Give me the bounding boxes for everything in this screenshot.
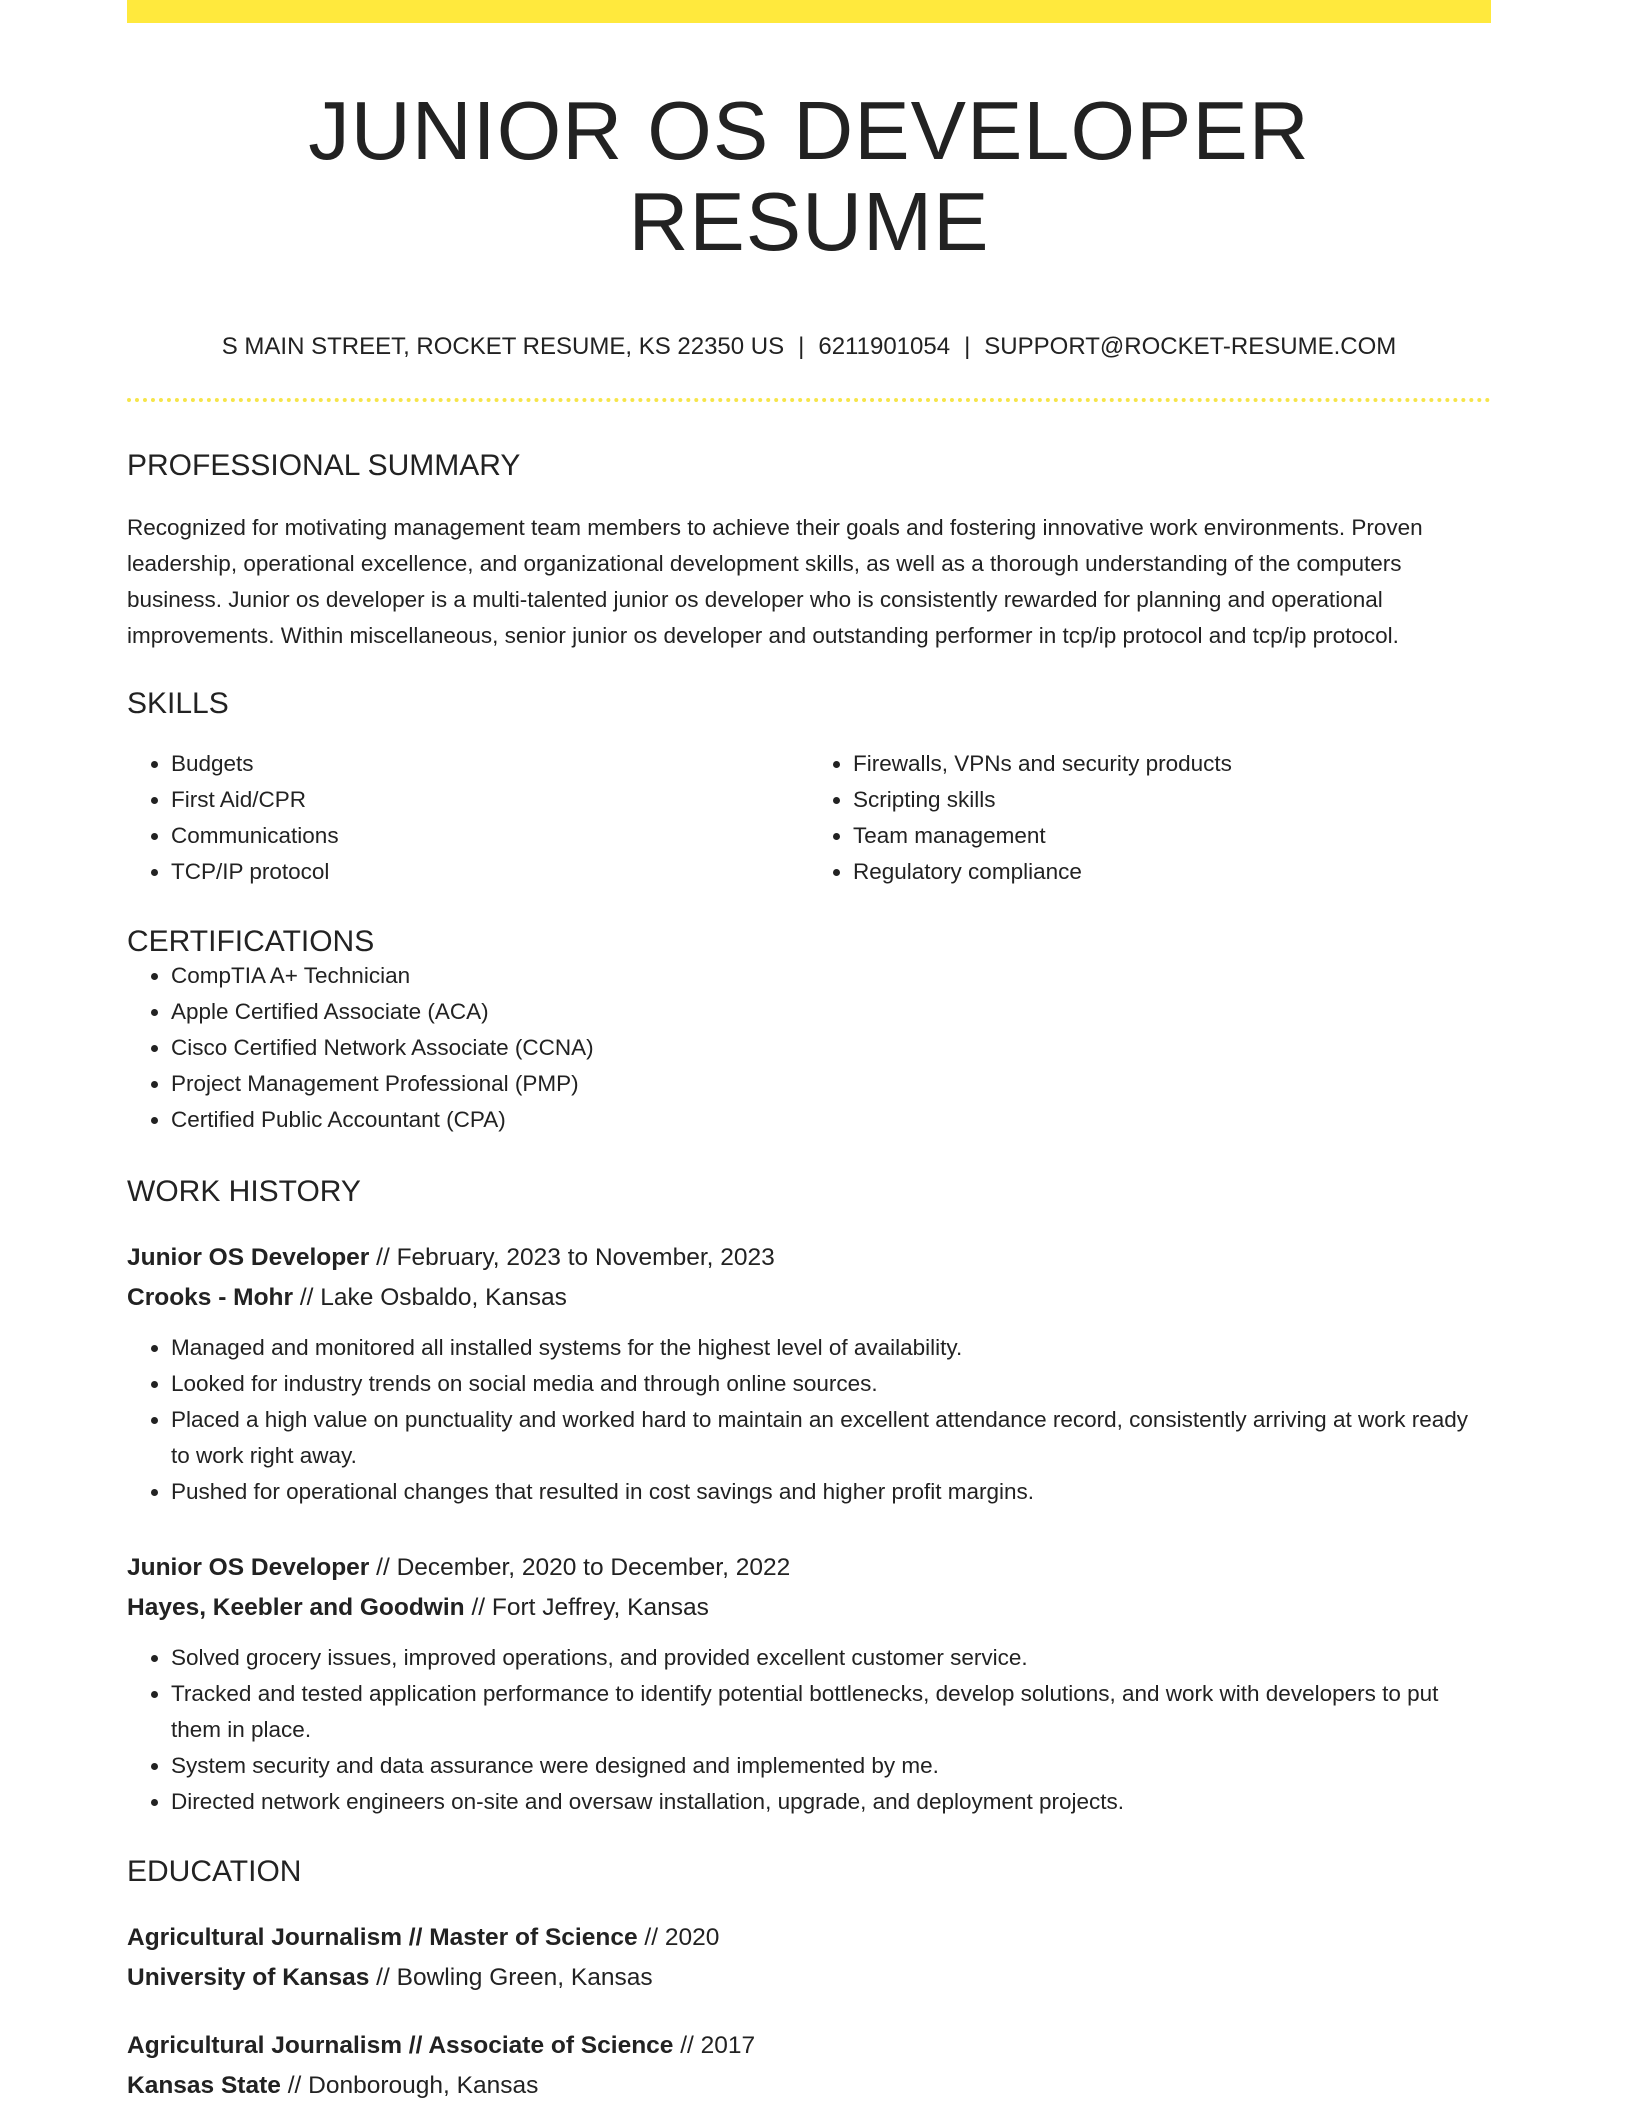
education-section bbox=[127, 1855, 1491, 2106]
job-location: Lake Osbaldo, Kansas bbox=[320, 1283, 567, 1311]
education-school: Kansas State bbox=[127, 2071, 281, 2099]
certifications-list bbox=[127, 958, 1491, 1138]
skill-item: • First Aid/CPR bbox=[171, 782, 809, 818]
job-bullets bbox=[127, 1640, 1491, 1820]
job-separator: // bbox=[464, 1593, 492, 1621]
certification-item: • CompTIA A+ Technician bbox=[171, 958, 1491, 994]
section-title-certifications: CERTIFICATIONS bbox=[127, 924, 375, 958]
section-title-summary: PROFESSIONAL SUMMARY bbox=[127, 448, 521, 482]
contact-line bbox=[127, 334, 1491, 360]
job-dates: February, 2023 to November, 2023 bbox=[396, 1243, 775, 1271]
education-degree: Agricultural Journalism // Associate of Science bbox=[127, 2031, 674, 2059]
summary-text: Recognized for motivating management team members to achieve their goals and fostering innovative work environments. Proven leadership, operational excellence, and organizational development skills, as well as a thorough understanding of the computers business. Junior os developer is a multi-talented junior os developer who is consistently rewarded for planning and operational improvements. Within miscellaneous, senior junior os developer and outstanding performer in tcp/ip protocol and tcp/ip protocol. bbox=[127, 514, 1423, 648]
skill-item: • TCP/IP protocol bbox=[171, 854, 809, 890]
job-bullet: • Solved grocery issues, improved operations, and provided excellent customer service. bbox=[171, 1640, 1491, 1676]
skill-item: • Team management bbox=[853, 818, 1491, 854]
summary-section bbox=[127, 449, 1491, 654]
skills-grid bbox=[127, 746, 1491, 890]
skill-item: • Scripting skills bbox=[853, 782, 1491, 818]
education-degree-line bbox=[127, 2026, 1491, 2066]
job-separator: // bbox=[293, 1283, 321, 1311]
contact-address: S MAIN STREET, ROCKET RESUME, KS 22350 US bbox=[221, 332, 785, 360]
job-bullet: • Managed and monitored all installed systems for the highest level of availability. bbox=[171, 1330, 1491, 1366]
job-bullet: • Placed a high value on punctuality and worked hard to maintain an excellent attendance record, consistently arriving at work ready to work right away. bbox=[171, 1402, 1491, 1474]
job-company: Hayes, Keebler and Goodwin bbox=[127, 1593, 465, 1621]
education-separator: // bbox=[280, 2071, 309, 2099]
education-school-line bbox=[127, 1958, 1491, 1998]
skill-item: • Budgets bbox=[171, 746, 809, 782]
header-divider bbox=[127, 398, 1491, 402]
job-bullet: • Looked for industry trends on social media and through online sources. bbox=[171, 1366, 1491, 1402]
job-title-line bbox=[127, 1238, 1491, 1278]
job-separator: // bbox=[369, 1243, 397, 1271]
job-title-line bbox=[127, 1548, 1491, 1588]
skills-list-right bbox=[809, 746, 1491, 890]
job-dates: December, 2020 to December, 2022 bbox=[396, 1553, 791, 1581]
job-separator: // bbox=[369, 1553, 397, 1581]
education-separator: // bbox=[369, 1963, 397, 1991]
job-bullet: • Pushed for operational changes that resulted in cost savings and higher profit margins. bbox=[171, 1474, 1491, 1510]
job-bullet: • System security and data assurance were designed and implemented by me. bbox=[171, 1748, 1491, 1784]
skills-list-left bbox=[127, 746, 809, 890]
job-bullet: • Tracked and tested application performance to identify potential bottlenecks, develop solutions, and work with developers to put them in place. bbox=[171, 1676, 1491, 1748]
job-company-line bbox=[127, 1278, 1491, 1318]
job-role: Junior OS Developer bbox=[127, 1243, 370, 1271]
education-year: 2020 bbox=[664, 1923, 720, 1951]
job-location: Fort Jeffrey, Kansas bbox=[491, 1593, 709, 1621]
top-accent-bar bbox=[127, 0, 1491, 23]
education-separator: // bbox=[673, 2031, 701, 2059]
education-entry bbox=[127, 2026, 1491, 2106]
job-bullets bbox=[127, 1330, 1491, 1510]
job-company-line bbox=[127, 1588, 1491, 1628]
certifications-section bbox=[127, 925, 1491, 1138]
section-title-skills: SKILLS bbox=[127, 686, 229, 720]
education-degree-line bbox=[127, 1918, 1491, 1958]
contact-separator: | bbox=[964, 332, 971, 360]
certification-item: • Project Management Professional (PMP) bbox=[171, 1066, 1491, 1102]
resume-content bbox=[127, 0, 1491, 2106]
certification-item: • Apple Certified Associate (ACA) bbox=[171, 994, 1491, 1030]
skill-item: • Communications bbox=[171, 818, 809, 854]
skill-item: • Firewalls, VPNs and security products bbox=[853, 746, 1491, 782]
education-year: 2017 bbox=[700, 2031, 756, 2059]
education-school: University of Kansas bbox=[127, 1963, 370, 1991]
contact-phone: 6211901054 bbox=[818, 332, 951, 360]
job-role: Junior OS Developer bbox=[127, 1553, 370, 1581]
section-title-work-history: WORK HISTORY bbox=[127, 1174, 361, 1208]
certification-item: • Certified Public Accountant (CPA) bbox=[171, 1102, 1491, 1138]
education-degree: Agricultural Journalism // Master of Science bbox=[127, 1923, 638, 1951]
resume-title: JUNIOR OS DEVELOPER RESUME bbox=[308, 84, 1310, 269]
skills-section bbox=[127, 687, 1491, 890]
education-separator: // bbox=[637, 1923, 665, 1951]
education-location: Donborough, Kansas bbox=[308, 2071, 539, 2099]
work-history-section bbox=[127, 1175, 1491, 1820]
job-company: Crooks - Mohr bbox=[127, 1283, 294, 1311]
contact-email: SUPPORT@ROCKET-RESUME.COM bbox=[984, 332, 1397, 360]
job-entry bbox=[127, 1238, 1491, 1510]
education-entry bbox=[127, 1918, 1491, 1998]
job-bullet: • Directed network engineers on-site and oversaw installation, upgrade, and deployment projects. bbox=[171, 1784, 1491, 1820]
education-location: Bowling Green, Kansas bbox=[396, 1963, 653, 1991]
contact-separator: | bbox=[798, 332, 805, 360]
education-school-line bbox=[127, 2066, 1491, 2106]
skill-item: • Regulatory compliance bbox=[853, 854, 1491, 890]
certification-item: • Cisco Certified Network Associate (CCNA) bbox=[171, 1030, 1491, 1066]
section-title-education: EDUCATION bbox=[127, 1854, 302, 1888]
job-entry bbox=[127, 1548, 1491, 1820]
